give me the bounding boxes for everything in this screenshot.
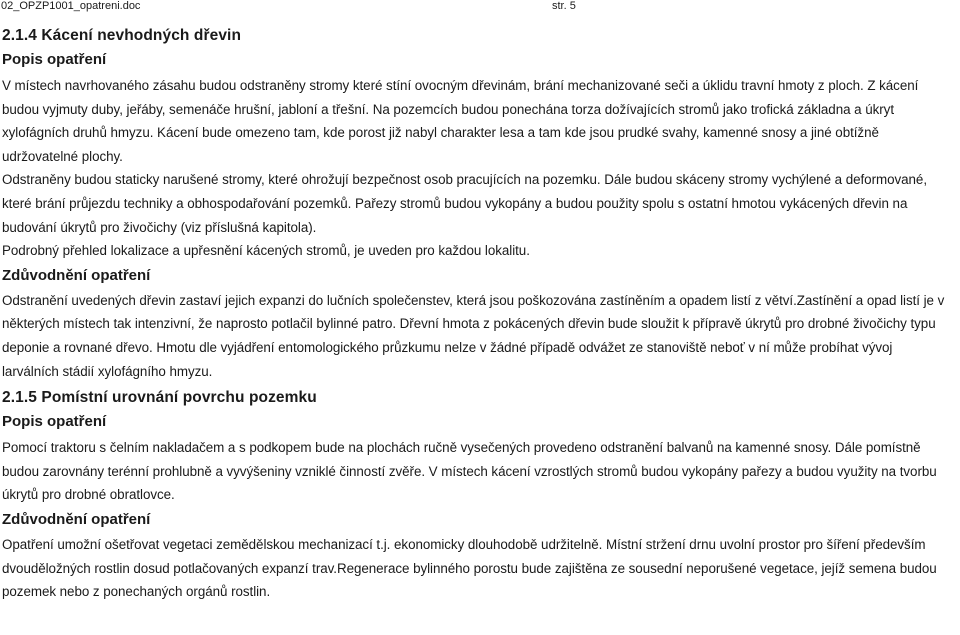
page-header xyxy=(0,0,960,14)
paragraph: Opatření umožní ošetřovat vegetaci zemědělskou mechanizací t.j. ekonomicky dlouhodobě udržitelně. Místní stržení drnu uvolní prostor pro šíření především dvouděložných rostlin dosud potlačovaných expanzí trav.Regenerace bylinného porostu bude zajištěna ze sousední neporušené vegetace, jejíž semena budou pozemek nebo z ponechaných orgánů rostlin. xyxy=(2,536,937,600)
document-filename: 02_OPZP1001_opatreni.doc xyxy=(1,0,141,12)
paragraph: Odstranění uvedených dřevin zastaví jejich expanzi do lučních společenstev, která jsou poškozována zastíněním a opadem listí z větví.Zastínění a opad listí je v některých místech tak intenzivní, že naprosto potlačil bylinné patro. Dřevní hmota z pokácených dřevin bude sloužit k přípravě úkrytů pro drobné živočichy typu deponie a rovnané dřevo. Hmotu dle vyjádření entomologického průzkumu nelze v žádné případě odvážet ze stanoviště neboť v ní může probíhat vývoj larválních stádií xylofágního hmyzu. xyxy=(2,292,945,379)
paragraph: V místech navrhovaného zásahu budou odstraněny stromy které stíní ovocným dřevinám, brání mechanizované seči a úklidu travní hmoty z ploch. Z kácení budou vyjmuty duby, jeřáby, semenáče hrušní, jabloní a třešní. Na pozemcích budou ponechána torza dožívajících stromů jako trofická základna a úkryt xylofágních druhů hmyzu. Kácení bude omezeno tam, kde porost již nabyl charakter lesa a tam kde jsou prudké svahy, kamenné snosy a jiné obtížně udržovatelné plochy. xyxy=(2,78,919,164)
document-body xyxy=(2,24,946,604)
section-title-2-1-4: 2.1.4 Kácení nevhodných dřevin xyxy=(2,27,242,44)
paragraph: Podrobný přehled lokalizace a upřesnění kácených stromů, je uveden pro každou lokalitu. xyxy=(2,243,530,259)
page-number: str. 5 xyxy=(552,0,576,12)
zduvodneni-heading: Zdůvodnění opatření xyxy=(2,510,151,528)
section-title-2-1-5: 2.1.5 Pomístní urovnání povrchu pozemku xyxy=(2,389,317,407)
zduvodneni-heading: Zdůvodnění opatření xyxy=(2,266,151,284)
popis-heading: Popis opatření xyxy=(2,413,107,431)
paragraph: Pomocí traktoru s čelním nakladačem a s podkopem bude na plochách ručně vysečených provedeno odstranění balvanů na kamenné snosy. Dále pomístně budou zarovnány terénní prohlubně a vyvýšeniny vzniklé činností zvěře. V místech kácení vzrostlých stromů budou vykopány pařezy a budou využity na tvorbu úkrytů pro drobné obratlovce. xyxy=(2,440,937,503)
popis-heading: Popis opatření xyxy=(2,51,107,68)
paragraph: Odstraněny budou staticky narušené stromy, které ohrožují bezpečnost osob pracujících na pozemku. Dále budou skáceny stromy vychýlené a deformované, které brání průjezdu techniky a obhospodařování pozemků. Pařezy stromů budou vykopány a budou použity spolu s ostatní hmotou vykácených dřevin na budování úkrytů pro živočichy (viz příslušná kapitola). xyxy=(2,172,927,235)
